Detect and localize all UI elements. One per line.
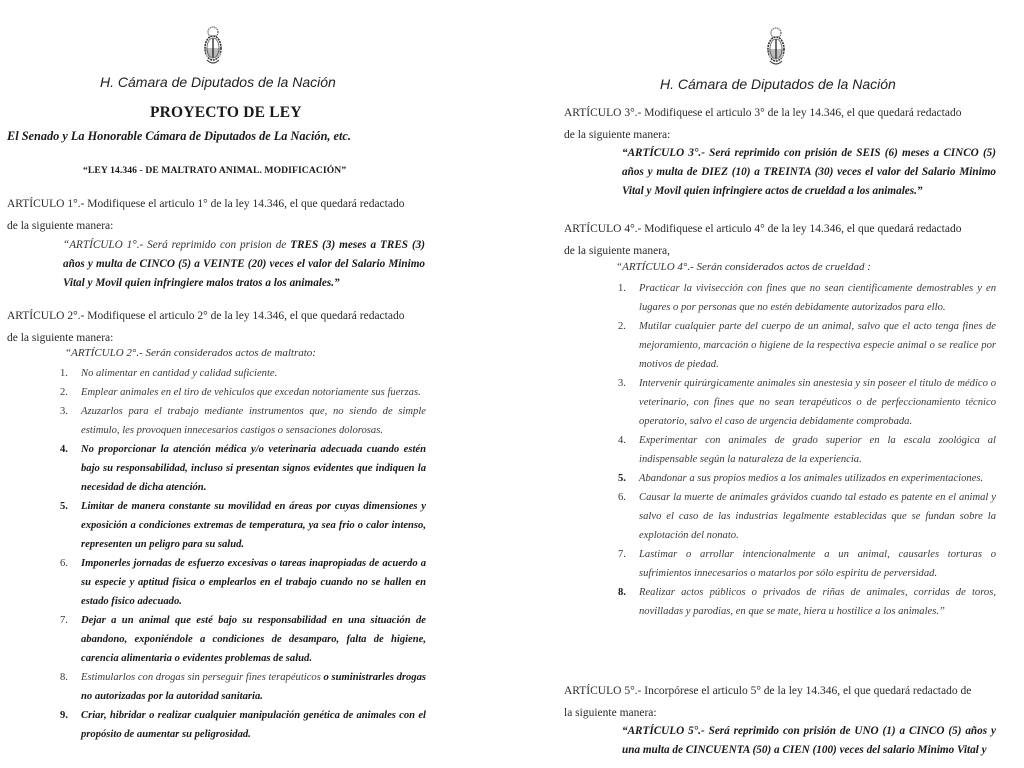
article-1-quote [63, 236, 425, 293]
coat-of-arms-icon [765, 27, 787, 67]
list-item: 2. Emplear animales en el tiro de vehiculos que excedan notoriamente sus fuerzas. [60, 387, 421, 398]
article-2-heading: ARTÍCULO 2°.- Modifiquese el articulo 2° de la ley 14.346, el que quedará redactado de la siguiente manera: [7, 310, 405, 344]
article-4-heading: ARTÍCULO 4°.- Modifiquese el articulo 4° de la ley 14.346, el que quedará redactado de la siguiente manera, [564, 223, 962, 257]
article-2-list [60, 364, 426, 744]
article-2-intro: “ARTÍCULO 2°.- Serán considerados actos de maltrato: [65, 347, 316, 359]
right-document-page [512, 0, 1024, 768]
list-item: 4. No proporcionar la atención médica y/o veterinaria adecuada cuando estén bajo su responsabilidad, incluso si presentan signos evidentes que indiquen la necesidad de dicha atención. [60, 444, 426, 493]
article-5-quote: “ARTÍCULO 5°.- Será reprimido con prisión de UNO (1) a CINCO (5) años y una multa de CINCUENTA (50) a CIEN (100) veces del salario Minimo Vital y [622, 725, 996, 756]
article-1-quote-prefix: “ARTÍCULO 1°.- Será reprimido con prision de [63, 239, 291, 251]
list-item: 5. Limitar de manera constante su movilidad en áreas por cuyas dimensiones y exposición a condiciones extremas de temperatura, ya sea frio o calor intenso, representen un peligro para su salud. [60, 501, 426, 550]
article-4-list [618, 279, 996, 621]
article-4-intro: “ARTÍCULO 4°.- Serán considerados actos de crueldad : [616, 261, 871, 273]
article-3-heading: ARTÍCULO 3°.- Modifiquese el articulo 3° de la ley 14.346, el que quedará redactado de la siguiente manera: [564, 107, 962, 141]
article-5-heading: ARTÍCULO 5°.- Incorpórese el articulo 5° de la ley 14.346, el que quedará redactado de la siguiente manera: [564, 685, 972, 719]
list-item: 1. No alimentar en cantidad y calidad suficiente. [60, 368, 278, 379]
coat-of-arms-icon [202, 26, 224, 66]
list-item: 6. Causar la muerte de animales grávidos cuando tal estado es patente en el animal y salvo el caso de las industrias legalmente establecidas que se fundan sobre la explotación del nonato. [618, 492, 996, 541]
enacting-clause: El Senado y La Honorable Cámara de Diputados de La Nación, etc. [7, 129, 351, 143]
article-1-heading: ARTÍCULO 1°.- Modifiquese el articulo 1° de la ley 14.346, el que quedará redactado de la siguiente manera: [7, 198, 405, 232]
list-item: 2. Mutilar cualquier parte del cuerpo de un animal, salvo que el acto tenga fines de mejoramiento, marcación o higiene de la respectiva especie animal o se realice por motivos de piedad. [618, 321, 996, 370]
list-item: 8. Estimularlos con drogas sin perseguir fines terapéuticos o suministrarles drogas no autorizadas por la autoridad sanitaria. [60, 672, 427, 702]
list-item: 3. Azuzarlos para el trabajo mediante instrumentos que, no siendo de simple estimulo, les provoquen innecesarios castigos o sensaciones dolorosas. [60, 406, 426, 436]
chamber-name: H. Cámara de Diputados de la Nación [100, 74, 336, 90]
list-item: 1. Practicar la vivisección con fines que no sean cientificamente demostrables y en lugares o por personas que no estén debidamente autorizados para ello. [618, 283, 996, 313]
list-item: 7. Lastimar o arrollar intencionalmente a un animal, causarles torturas o sufrimientos innecesarios o matarlos por sólo espiritu de perversidad. [618, 549, 996, 579]
list-item: 6. Imponerles jornadas de esfuerzo excesivas o tareas inapropiadas de acuerdo a su especie y aptitud fisica o emplearlos en el trabajo cuando no se hallen en estado fisico adecuado. [60, 558, 426, 607]
list-item: 3. Intervenir quirúrgicamente animales sin anestesia y sin poseer el titulo de médico o veterinario, con fines que no sean terapéuticos o de perfeccionamiento técnico operatorio, salvo el caso de urgencia debidamente comprobada. [618, 378, 996, 427]
list-item: 9. Criar, hibridar o realizar cualquier manipulación genética de animales con el propósito de aumentar su peligrosidad. [60, 710, 426, 740]
article-1-quote-bold: TRES (3) meses a TRES (3) años y multa de CINCO (5) a VEINTE (20) veces el valor del Salario Minimo Vital y Movil quien infringiere malos tratos a los animales.” [63, 239, 426, 289]
list-item: 7. Dejar a un animal que esté bajo su responsabilidad en una situación de abandono, exponiéndole a condiciones de desamparo, falta de higiene, carencia alimentaria o evidentes problemas de salud. [60, 615, 426, 664]
chamber-name: H. Cámara de Diputados de la Nación [660, 76, 896, 92]
list-item: 5. Abandonar a sus propios medios a los animales utilizados en experimentaciones. [618, 473, 984, 484]
list-item: 8. Realizar actos públicos o privados de riñas de animales, corridas de toros, novilladas y parodias, en que se mate, hiera u hostilice a los animales.” [618, 587, 996, 617]
document-title: PROYECTO DE LEY [150, 104, 302, 121]
article-3-quote: “ARTÍCULO 3°.- Será reprimido con prisión de SEIS (6) meses a CINCO (5) años y multa de DIEZ (10) a TREINTA (30) veces el valor del Salario Minimo Vital y Movil quien infringiere actos de crueldad a los animales.” [622, 147, 996, 197]
list-item: 4. Experimentar con animales de grado superior en la escala zoológica al indispensable según la naturaleza de la experiencia. [618, 435, 996, 465]
law-name: “LEY 14.346 - DE MALTRATO ANIMAL. MODIFICACIÓN” [83, 165, 347, 176]
